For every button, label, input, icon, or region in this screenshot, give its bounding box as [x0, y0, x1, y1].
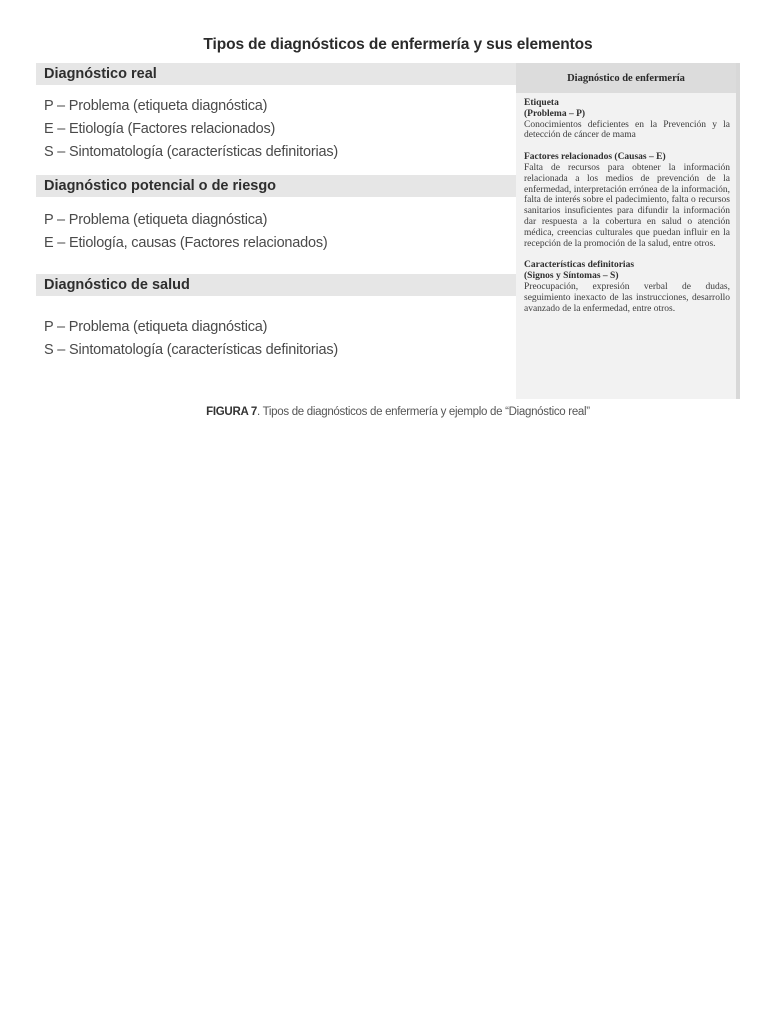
example-block-title: Factores relacionados (Causas – E)	[524, 152, 666, 163]
element-line: S – Sintomatología (características definitorias)	[44, 144, 339, 160]
example-block-text: Preocupación, expresión verbal de dudas, seguimiento inexacto de las instrucciones, desarrollo avanzado de la enfermedad, entre otros.	[524, 281, 730, 314]
example-box	[516, 63, 740, 399]
section-body	[36, 197, 516, 274]
example-block-title: Etiqueta	[524, 98, 559, 108]
example-block-caracteristicas	[524, 260, 730, 314]
example-block-etiqueta	[524, 98, 730, 141]
element-line: E – Etiología (Factores relacionados)	[44, 121, 276, 137]
caption-text: . Tipos de diagnósticos de enfermería y ejemplo de “Diagnóstico real”	[257, 406, 590, 418]
example-block-factores	[524, 152, 730, 249]
figure-7	[0, 0, 768, 440]
element-line: P – Problema (etiqueta diagnóstica)	[44, 212, 268, 228]
example-block-subtitle: (Signos y Síntomas – S)	[524, 271, 619, 282]
section-diagnostico-real	[36, 63, 516, 175]
example-block-subtitle: (Problema – P)	[524, 108, 586, 119]
section-body	[36, 85, 516, 175]
figure-caption	[0, 406, 768, 418]
section-diagnostico-potencial	[36, 175, 516, 274]
element-line: E – Etiología, causas (Factores relacionados)	[44, 235, 328, 251]
example-box-body	[516, 93, 736, 314]
diagnosis-types-list	[36, 63, 516, 396]
section-body	[36, 296, 516, 396]
element-line: P – Problema (etiqueta diagnóstica)	[44, 98, 268, 114]
section-diagnostico-salud	[36, 274, 516, 396]
section-heading: Diagnóstico potencial o de riesgo	[36, 175, 516, 197]
example-box-header: Diagnóstico de enfermería	[516, 63, 736, 93]
example-block-text: Conocimientos deficientes en la Prevención y la detección de cáncer de mama	[524, 119, 730, 141]
example-block-title: Características definitorias	[524, 260, 635, 271]
caption-label: FIGURA 7	[206, 406, 258, 418]
figure-title: Tipos de diagnósticos de enfermería y sus elementos	[203, 36, 593, 53]
section-heading: Diagnóstico de salud	[36, 274, 516, 296]
element-line: P – Problema (etiqueta diagnóstica)	[44, 319, 268, 335]
element-line: S – Sintomatología (características definitorias)	[44, 342, 339, 358]
example-block-text: Falta de recursos para obtener la información relacionada a los medios de prevención de la enfermedad, interpretación errónea de la información, falta de interés sobre el padecimiento, falta o recursos sanitarios insuficientes para difundir la información dar respuesta a la cobertura en salud o atención médica, creencias culturales que puedan influir en la recepción de la promoción de la salud, entre otros.	[524, 162, 730, 249]
section-heading: Diagnóstico real	[36, 63, 516, 85]
